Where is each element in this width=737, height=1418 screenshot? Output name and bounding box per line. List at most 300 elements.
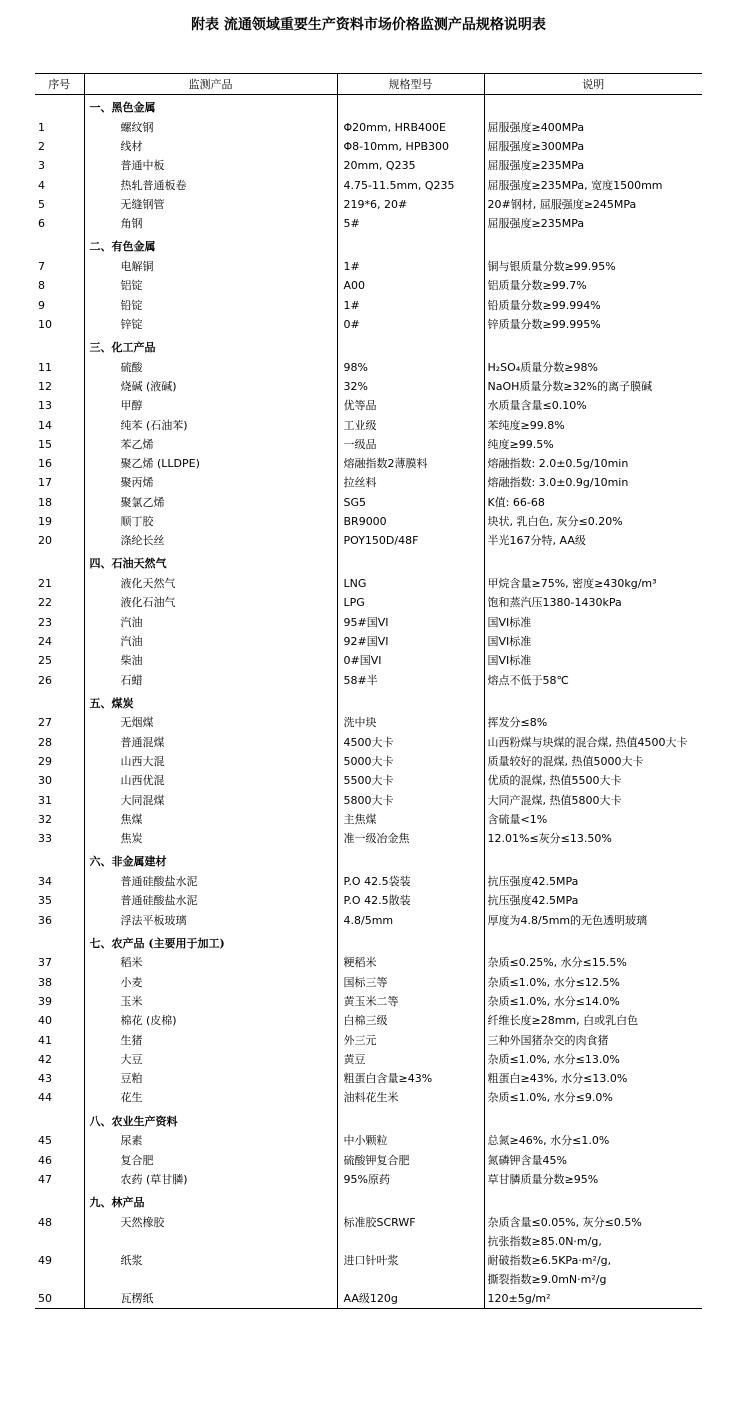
row-product: 豆粕 [84,1069,337,1088]
header-spec: 规格型号 [337,74,484,95]
table-row [35,954,702,973]
row-spec: 4.8/5mm [337,911,484,930]
table-row [35,892,702,911]
table-row [35,195,702,214]
category-seq-cell [35,234,84,258]
row-spec: 4500大卡 [337,733,484,752]
row-product: 甲醇 [84,397,337,416]
row-spec: 主焦煤 [337,810,484,829]
table-body [35,95,702,1309]
row-seq: 20 [38,534,52,548]
table-row [35,1289,702,1308]
category-row [35,1189,702,1213]
category-note-cell [484,551,702,575]
row-spec: P.O 42.5散装 [337,892,484,911]
row-spec: A00 [337,277,484,296]
spec-table [35,73,702,1309]
row-note: 铅质量分数≥99.994% [484,296,702,315]
table-row [35,532,702,551]
row-note: 杂质≤0.25%, 水分≤15.5% [484,954,702,973]
row-spec: POY150D/48F [337,532,484,551]
category-seq-cell [35,690,84,714]
row-product: 焦煤 [84,810,337,829]
row-note: 熔点不低于58℃ [484,671,702,690]
row-seq: 31 [38,793,52,807]
category-spec-cell [337,551,484,575]
row-note: 国VI标准 [484,613,702,632]
row-seq: 14 [38,418,52,432]
row-product: 复合肥 [84,1151,337,1170]
row-spec: 5800大卡 [337,791,484,810]
table-row [35,992,702,1011]
row-seq: 22 [38,596,52,610]
category-title: 五、煤炭 [84,690,337,714]
category-title: 三、化工产品 [84,334,337,358]
category-spec-cell [337,1108,484,1132]
row-seq: 42 [38,1052,52,1066]
category-row [35,95,702,119]
table-row [35,772,702,791]
row-product: 涤纶长丝 [84,532,337,551]
row-note: 大同产混煤, 热值5800大卡 [484,791,702,810]
row-seq: 11 [38,360,52,374]
row-product: 汽油 [84,613,337,632]
row-product: 棉花 (皮棉) [84,1012,337,1031]
table-row [35,733,702,752]
row-product: 电解铜 [84,257,337,276]
row-product: 无缝钢管 [84,195,337,214]
row-seq: 48 [38,1215,52,1229]
row-spec: 1# [337,296,484,315]
row-note: 苯纯度≥99.8% [484,416,702,435]
row-seq: 38 [38,975,52,989]
category-row [35,849,702,873]
row-note-line: 耐破指数≥6.5KPa·m²/g, [487,1254,612,1268]
table-row [35,671,702,690]
row-spec: 95#国VI [337,613,484,632]
row-product: 花生 [84,1089,337,1108]
category-seq-cell [35,1108,84,1132]
category-row [35,551,702,575]
row-spec: 5000大卡 [337,752,484,771]
row-seq: 44 [38,1091,52,1105]
table-row [35,277,702,296]
row-spec: 洗中块 [337,714,484,733]
table-row [35,1050,702,1069]
category-spec-cell [337,334,484,358]
category-note-cell [484,930,702,954]
row-spec: 优等品 [337,397,484,416]
table-row [35,358,702,377]
row-spec: 1# [337,257,484,276]
row-note: 抗压强度42.5MPa [484,872,702,891]
row-note: 屈服强度≥235MPa [484,214,702,233]
table-row [35,397,702,416]
row-spec: 0# [337,315,484,334]
category-spec-cell [337,849,484,873]
row-spec: LPG [337,594,484,613]
category-note-cell [484,690,702,714]
row-note: 杂质≤1.0%, 水分≤9.0% [484,1089,702,1108]
category-spec-cell [337,1189,484,1213]
row-product: 山西优混 [84,772,337,791]
table-row [35,137,702,156]
table-row [35,257,702,276]
row-note: 草甘膦质量分数≥95% [484,1170,702,1189]
table-row [35,315,702,334]
row-seq: 27 [38,716,52,730]
row-product: 铅锭 [84,296,337,315]
category-seq-cell [35,551,84,575]
table-row [35,574,702,593]
row-spec: 黄玉米二等 [337,992,484,1011]
row-seq: 49 [38,1253,52,1267]
category-row [35,1108,702,1132]
row-spec: 58#半 [337,671,484,690]
row-product: 纯苯 (石油苯) [84,416,337,435]
row-note [484,1232,702,1289]
row-note: 杂质≤1.0%, 水分≤13.0% [484,1050,702,1069]
row-spec: 白棉三级 [337,1012,484,1031]
row-spec: 外三元 [337,1031,484,1050]
row-seq: 5 [38,197,45,211]
row-product: 顺丁胶 [84,512,337,531]
table-row [35,377,702,396]
row-seq: 12 [38,379,52,393]
row-seq: 46 [38,1153,52,1167]
row-product: 焦炭 [84,830,337,849]
row-spec: 0#国VI [337,652,484,671]
category-row [35,930,702,954]
row-spec: 熔融指数2薄膜料 [337,454,484,473]
table-row [35,1132,702,1151]
row-spec: 黄豆 [337,1050,484,1069]
table-row [35,1151,702,1170]
row-seq: 13 [38,399,52,413]
row-product: 液化石油气 [84,594,337,613]
row-seq: 50 [35,1289,84,1308]
row-product: 普通中板 [84,157,337,176]
row-note: 半光167分特, AA级 [484,532,702,551]
category-note-cell [484,334,702,358]
row-spec: 20mm, Q235 [337,157,484,176]
row-product: 纸浆 [84,1232,337,1289]
row-seq: 23 [38,615,52,629]
header-product: 监测产品 [84,74,337,95]
row-seq: 30 [38,774,52,788]
row-spec: 硫酸钾复合肥 [337,1151,484,1170]
category-title: 六、非金属建材 [84,849,337,873]
row-product: 热轧普通板卷 [84,176,337,195]
row-note: 杂质含量≤0.05%, 灰分≤0.5% [484,1213,702,1232]
table-row [35,830,702,849]
row-product: 烧碱 (液碱) [84,377,337,396]
row-seq: 28 [38,735,52,749]
row-spec: 油料花生米 [337,1089,484,1108]
table-row [35,214,702,233]
row-product: 瓦楞纸 [84,1289,337,1308]
document-title: 附表 流通领域重要生产资料市场价格监测产品规格说明表 [191,17,546,33]
row-note: 铜与银质量分数≥99.95% [484,257,702,276]
row-seq: 36 [38,913,52,927]
table-row [35,810,702,829]
row-seq: 7 [38,259,45,273]
row-spec: 粳稻米 [337,954,484,973]
row-product: 农药 (草甘膦) [84,1170,337,1189]
row-spec: SG5 [337,493,484,512]
row-note: H₂SO₄质量分数≥98% [484,358,702,377]
row-spec: 219*6, 20# [337,195,484,214]
table-row [35,1031,702,1050]
row-note: 铝质量分数≥99.7% [484,277,702,296]
category-title: 一、黑色金属 [84,95,337,119]
table-row [35,296,702,315]
table-row [35,652,702,671]
row-product: 生猪 [84,1031,337,1050]
row-note: 120±5g/m² [484,1289,702,1308]
table-row [35,176,702,195]
row-note-line: 抗张指数≥85.0N·m/g, [487,1235,602,1249]
category-seq-cell [35,1189,84,1213]
category-row [35,690,702,714]
row-note: 质量较好的混煤, 热值5000大卡 [484,752,702,771]
row-note: 粗蛋白≥43%, 水分≤13.0% [484,1069,702,1088]
table-row [35,752,702,771]
row-note: 屈服强度≥235MPa [484,157,702,176]
table-row [35,493,702,512]
table-row [35,157,702,176]
category-seq-cell [35,930,84,954]
row-seq: 1 [38,120,45,134]
row-seq: 43 [38,1072,52,1086]
category-spec-cell [337,95,484,119]
row-note: K值: 66-68 [484,493,702,512]
row-spec: 中小颗粒 [337,1132,484,1151]
row-product: 液化天然气 [84,574,337,593]
category-spec-cell [337,234,484,258]
row-note: NaOH质量分数≥32%的离子膜碱 [484,377,702,396]
row-note: 锌质量分数≥99.995% [484,315,702,334]
category-title: 二、有色金属 [84,234,337,258]
row-note: 国VI标准 [484,632,702,651]
row-note: 含硫量<1% [484,810,702,829]
row-note: 屈服强度≥400MPa [484,118,702,137]
row-note: 厚度为4.8/5mm的无色透明玻璃 [484,911,702,930]
row-seq: 41 [38,1033,52,1047]
category-note-cell [484,1108,702,1132]
row-product: 苯乙烯 [84,435,337,454]
row-seq: 3 [38,159,45,173]
table-row [35,911,702,930]
table-row [35,474,702,493]
row-note: 抗压强度42.5MPa [484,892,702,911]
table-row [35,118,702,137]
table-row [35,714,702,733]
row-seq: 15 [38,437,52,451]
table-row [35,416,702,435]
row-seq: 32 [38,812,52,826]
row-seq: 2 [38,139,45,153]
row-note: 杂质≤1.0%, 水分≤14.0% [484,992,702,1011]
table-row [35,454,702,473]
category-title: 八、农业生产资料 [84,1108,337,1132]
row-spec: 5# [337,214,484,233]
row-seq: 6 [38,217,45,231]
row-note: 熔融指数: 2.0±0.5g/10min [484,454,702,473]
header-note: 说明 [484,74,702,95]
row-product: 无烟煤 [84,714,337,733]
row-seq: 18 [38,495,52,509]
row-note: 水质量含量≤0.10% [484,397,702,416]
row-note: 12.01%≤灰分≤13.50% [484,830,702,849]
row-product: 聚氯乙烯 [84,493,337,512]
row-note: 三种外国猪杂交的肉食猪 [484,1031,702,1050]
row-note: 甲烷含量≥75%, 密度≥430kg/m³ [484,574,702,593]
row-seq: 4 [38,178,45,192]
header-seq: 序号 [35,74,84,95]
row-spec: BR9000 [337,512,484,531]
category-note-cell [484,849,702,873]
row-product: 浮法平板玻璃 [84,911,337,930]
row-note: 块状, 乳白色, 灰分≤0.20% [484,512,702,531]
row-spec: 32% [337,377,484,396]
row-product: 石蜡 [84,671,337,690]
row-note: 屈服强度≥235MPa, 宽度1500mm [484,176,702,195]
category-title: 四、石油天然气 [84,551,337,575]
row-product: 汽油 [84,632,337,651]
row-product: 天然橡胶 [84,1213,337,1232]
row-product: 螺纹钢 [84,118,337,137]
row-seq: 29 [38,754,52,768]
table-row [35,1213,702,1232]
row-note: 20#钢材, 屈服强度≥245MPa [484,195,702,214]
row-note: 氮磷钾含量45% [484,1151,702,1170]
row-seq: 35 [38,894,52,908]
category-seq-cell [35,95,84,119]
category-title: 七、农产品 (主要用于加工) [84,930,337,954]
row-seq: 24 [38,634,52,648]
category-spec-cell [337,930,484,954]
row-spec: 5500大卡 [337,772,484,791]
row-spec: P.O 42.5袋装 [337,872,484,891]
row-seq: 45 [38,1134,52,1148]
category-title: 九、林产品 [84,1189,337,1213]
row-product: 角钢 [84,214,337,233]
row-spec: Φ20mm, HRB400E [337,118,484,137]
row-seq: 17 [38,476,52,490]
row-product: 聚乙烯 (LLDPE) [84,454,337,473]
category-row [35,334,702,358]
row-spec: 进口针叶浆 [337,1232,484,1289]
row-spec: 工业级 [337,416,484,435]
row-product: 硫酸 [84,358,337,377]
row-seq: 25 [38,654,52,668]
row-note: 纯度≥99.5% [484,435,702,454]
row-note: 饱和蒸汽压1380-1430kPa [484,594,702,613]
row-seq: 37 [38,956,52,970]
table-row [35,973,702,992]
row-seq: 26 [38,673,52,687]
row-seq: 16 [38,457,52,471]
row-spec: LNG [337,574,484,593]
row-spec: 国标三等 [337,973,484,992]
row-spec: 准一级冶金焦 [337,830,484,849]
row-product: 线材 [84,137,337,156]
row-spec: 98% [337,358,484,377]
row-note: 屈服强度≥300MPa [484,137,702,156]
table-row [35,791,702,810]
category-seq-cell [35,849,84,873]
table-row [35,613,702,632]
table-row [35,1089,702,1108]
table-row [35,872,702,891]
row-note: 熔融指数: 3.0±0.9g/10min [484,474,702,493]
row-seq: 33 [38,832,52,846]
row-seq: 21 [38,577,52,591]
row-note: 总氮≥46%, 水分≤1.0% [484,1132,702,1151]
row-spec: AA级120g [337,1289,484,1308]
table-row [35,632,702,651]
row-product: 柴油 [84,652,337,671]
row-note: 优质的混煤, 热值5500大卡 [484,772,702,791]
row-note-line: 撕裂指数≥9.0mN·m²/g [487,1273,607,1287]
row-product: 尿素 [84,1132,337,1151]
row-product: 普通混煤 [84,733,337,752]
row-product: 稻米 [84,954,337,973]
row-product: 大同混煤 [84,791,337,810]
table-row [35,1069,702,1088]
table-header [35,74,702,95]
row-note: 杂质≤1.0%, 水分≤12.5% [484,973,702,992]
row-spec: 拉丝料 [337,474,484,493]
row-product: 锌锭 [84,315,337,334]
row-seq: 8 [38,279,45,293]
row-seq: 10 [38,317,52,331]
row-seq: 47 [38,1172,52,1186]
table-row [35,1170,702,1189]
row-spec: 一级品 [337,435,484,454]
row-spec: 粗蛋白含量≥43% [337,1069,484,1088]
row-product: 玉米 [84,992,337,1011]
table-row [35,1232,702,1289]
table-row [35,1012,702,1031]
row-seq: 19 [38,514,52,528]
row-spec: Φ8-10mm, HPB300 [337,137,484,156]
row-note: 挥发分≤8% [484,714,702,733]
category-note-cell [484,95,702,119]
table-row [35,512,702,531]
row-note: 山西粉煤与块煤的混合煤, 热值4500大卡 [484,733,702,752]
row-product: 聚丙烯 [84,474,337,493]
table-row [35,435,702,454]
row-product: 山西大混 [84,752,337,771]
category-note-cell [484,1189,702,1213]
row-spec: 标准胶SCRWF [337,1213,484,1232]
row-spec: 92#国VI [337,632,484,651]
row-seq: 40 [38,1014,52,1028]
row-product: 普通硅酸盐水泥 [84,872,337,891]
row-seq: 9 [38,298,45,312]
category-spec-cell [337,690,484,714]
category-note-cell [484,234,702,258]
row-note: 纤维长度≥28mm, 白或乳白色 [484,1012,702,1031]
row-product: 普通硅酸盐水泥 [84,892,337,911]
category-row [35,234,702,258]
row-note: 国VI标准 [484,652,702,671]
table-row [35,594,702,613]
row-seq: 34 [38,874,52,888]
row-spec: 4.75-11.5mm, Q235 [337,176,484,195]
